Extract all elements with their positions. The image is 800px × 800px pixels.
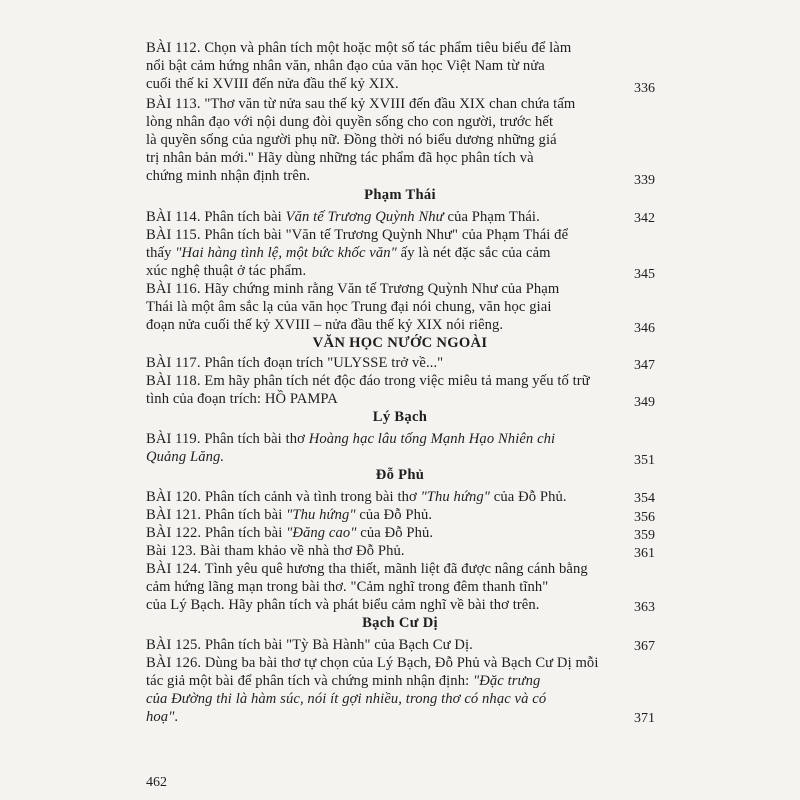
bai-115-line-1: BÀI 115. Phân tích bài "Văn tế Trương Quỳnh Như" của Phạm Thái để [146, 227, 569, 243]
bai-122-line-1: BÀI 122. Phân tích bài "Đăng cao" của Đỗ Phủ. [146, 525, 434, 541]
bai-119-line-1: BÀI 119. Phân tích bài thơ Hoàng hạc lâu tống Mạnh Hạo Nhiên chi [146, 431, 556, 447]
bai-126-page: 371 [634, 711, 655, 726]
bai-113-line-2: lòng nhân đạo với nội dung đòi quyền sống cho con người, trước hết [146, 114, 554, 130]
bai-120-line-1: BÀI 120. Phân tích cảnh và tình trong bài thơ "Thu hứng" của Đỗ Phủ. [146, 489, 567, 505]
bai-126-line-4: hoạ". [146, 709, 179, 725]
bai-125-page: 367 [634, 639, 655, 654]
bai-124-line-1: BÀI 124. Tình yêu quê hương tha thiết, mãnh liệt đã được nâng cánh bằng [146, 561, 588, 577]
bai-119-page: 351 [634, 453, 655, 468]
section-heading-ly-bach: Lý Bạch [372, 409, 428, 425]
bai-114-line-1: BÀI 114. Phân tích bài Văn tế Trương Quỳnh Như của Phạm Thái. [146, 209, 540, 225]
bai-124-line-2: cảm hứng lãng mạn trong bài thơ. "Cảm nghĩ trong đêm thanh tĩnh" [146, 579, 549, 595]
bai-113-line-1: BÀI 113. "Thơ văn từ nửa sau thế kỷ XVIII đến đầu XIX chan chứa tấm [146, 96, 576, 112]
bai-115-page: 345 [634, 267, 655, 282]
bai-123-line-1: Bài 123. Bài tham khảo về nhà thơ Đỗ Phủ. [146, 543, 405, 559]
bai-123-page: 361 [634, 546, 655, 561]
bai-125-line-1: BÀI 125. Phân tích bài "Tỳ Bà Hành" của Bạch Cư Dị. [146, 637, 473, 653]
bai-112-page: 336 [634, 81, 655, 96]
bai-116-line-1: BÀI 116. Hãy chứng minh rằng Văn tế Trương Quỳnh Như của Phạm [146, 281, 560, 297]
bai-115-line-3: xúc nghệ thuật ở tác phẩm. [146, 263, 307, 279]
bai-121-page: 356 [634, 510, 655, 525]
page-number: 462 [146, 775, 167, 790]
bai-117-page: 347 [634, 358, 655, 373]
section-heading-bach-cu-di: Bạch Cư Dị [362, 615, 438, 631]
bai-116-page: 346 [634, 321, 655, 336]
bai-124-page: 363 [634, 600, 655, 615]
bai-118-line-2: tình của đoạn trích: HỒ PAMPA [146, 391, 338, 407]
bai-113-page: 339 [634, 173, 655, 188]
bai-112-line-3: cuối thế kỉ XVIII đến nửa đầu thế kỷ XIX. [146, 76, 399, 92]
bai-112-line-2: nổi bật cảm hứng nhân văn, nhân đạo của văn học Việt Nam từ nửa [146, 58, 545, 74]
bai-118-page: 349 [634, 395, 655, 410]
bai-119-line-2: Quảng Lăng. [146, 449, 225, 465]
bai-117-line-1: BÀI 117. Phân tích đoạn trích "ULYSSE trở về..." [146, 355, 444, 371]
bai-113-line-5: chứng minh nhận định trên. [146, 168, 311, 184]
bai-113-line-4: trị nhân bản mới." Hãy dùng những tác phẩm đã học phân tích và [146, 150, 534, 166]
bai-115-line-2: thấy "Hai hàng tình lệ, một bức khốc văn" ấy là nét đặc sắc của cảm [146, 245, 551, 261]
bai-124-line-3: của Lý Bạch. Hãy phân tích và phát biểu cảm nghĩ về bài thơ trên. [146, 597, 540, 613]
bai-113-line-3: là quyền sống của người phụ nữ. Đồng thời nó biểu dương những giá [146, 132, 557, 148]
bai-122-page: 359 [634, 528, 655, 543]
bai-126-line-2: tác giả một bài để phân tích và chứng minh nhận định: "Đặc trưng [146, 673, 541, 689]
bai-118-line-1: BÀI 118. Em hãy phân tích nét độc đáo trong việc miêu tả mang yếu tố trữ [146, 373, 590, 389]
bai-114-page: 342 [634, 211, 655, 226]
bai-126-line-3: của Đường thi là hàm súc, nói ít gợi nhiều, trong thơ có nhạc và có [146, 691, 547, 707]
bai-121-line-1: BÀI 121. Phân tích bài "Thu hứng" của Đỗ Phủ. [146, 507, 433, 523]
section-heading-do-phu: Đỗ Phủ [375, 467, 425, 483]
section-heading-pham-thai: Phạm Thái [364, 187, 436, 203]
section-heading-van-hoc-nuoc-ngoai: VĂN HỌC NƯỚC NGOÀI [312, 335, 488, 351]
bai-116-line-2: Thái là một âm sắc lạ của văn học Trung đại nói chung, văn học giai [146, 299, 552, 315]
bai-112-line-1: BÀI 112. Chọn và phân tích một hoặc một số tác phẩm tiêu biểu để làm [146, 40, 572, 56]
bai-120-page: 354 [634, 491, 655, 506]
bai-116-line-3: đoạn nửa cuối thế kỷ XVIII – nửa đầu thế kỷ XIX nói riêng. [146, 317, 504, 333]
bai-126-line-1: BÀI 126. Dùng ba bài thơ tự chọn của Lý Bạch, Đỗ Phủ và Bạch Cư Dị mỗi [146, 655, 599, 671]
